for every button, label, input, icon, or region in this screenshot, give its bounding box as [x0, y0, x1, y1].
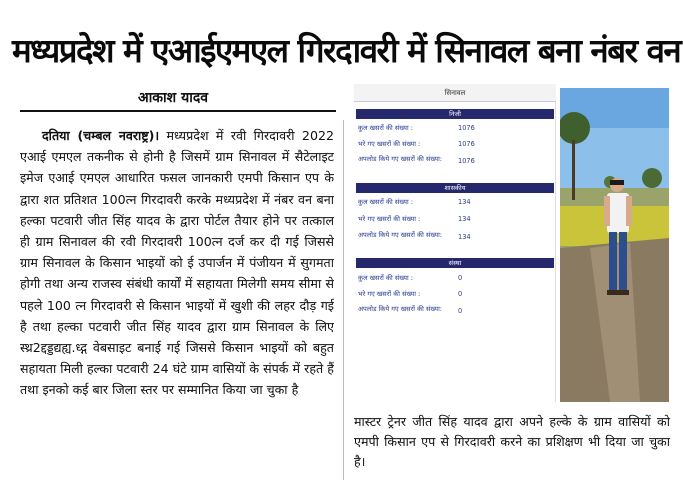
row-label: अपलोड किये गए खसरों की संख्या:: [358, 155, 443, 163]
field-photo: [560, 88, 669, 402]
data-row: [358, 195, 552, 209]
data-row: [358, 154, 552, 174]
app-screenshot: [354, 84, 556, 402]
data-row: [358, 304, 552, 324]
screenshot-header: सिनावल: [354, 84, 556, 102]
data-row: [358, 230, 552, 250]
photo-caption: मास्टर ट्रेनर जीत सिंह यादव द्वारा अपने हल्के के ग्राम वासियों को एमपी किसान एप से गिरदावरी करने का प्रशिक्षण भी दिया जा चुका है।: [354, 414, 670, 469]
data-row: [358, 137, 552, 151]
row-value: 0: [458, 307, 463, 315]
row-value: 134: [458, 233, 471, 241]
row-label: भरे गए खसरों की संख्या :: [358, 140, 421, 148]
row-value: 0: [458, 290, 463, 298]
data-row: [358, 287, 552, 301]
section-title-government: शासकीय: [356, 183, 554, 193]
section-title-private: निजी: [356, 109, 554, 119]
row-value: 134: [458, 215, 471, 223]
article-body: [20, 125, 334, 483]
row-value: 0: [458, 274, 463, 282]
field-photo-illustration: [560, 88, 669, 402]
row-value: 134: [458, 198, 471, 206]
row-label: कुल खसरों की संख्या :: [358, 124, 414, 132]
row-label: अपलोड किये गए खसरों की संख्या:: [358, 305, 443, 313]
byline: आकाश यादव: [138, 90, 209, 106]
byline-divider: [20, 110, 336, 112]
data-row: [358, 121, 552, 135]
section-title-institution: संस्था: [356, 258, 554, 268]
row-label: भरे गए खसरों की संख्या :: [358, 215, 421, 223]
top-rule: [0, 0, 683, 3]
row-label: भरे गए खसरों की संख्या :: [358, 290, 421, 298]
dateline: दतिया (चम्बल नवराष्ट्र)।: [42, 128, 160, 143]
next-article-strip: [20, 492, 670, 500]
row-value: 1076: [458, 157, 475, 165]
article-text: मध्यप्रदेश में रवी गिरदावरी 2022 एआई एमएल तकनीक से होनी है जिसमें ग्राम सिनावल में सैटेलाइट इमेज एआई एमएल आधारित फसल जानकारी एमपी किसान एप के द्वारा शत प्रतिशत 100त्न गिरदावरी करके मध्यप्रदेश में नंबर वन बना हल्का पटवारी जीत सिंह यादव के द्वारा पोर्टल तैयार होने पर तत्काल ही ग्राम सिनावल की रवी गिरदावरी 100त्न दर्ज कर दी गई जिससे ग्राम सिनावल के किसान भाइयों को ई उपार्जन में पंजीयन में सुगमता होगी तथा अन्य राजस्व संबंधी कार्यों में सहायता मिलेगी समय सीमा से पहले 100 त्न गिरदावरी से किसान भाइयों में खुशी की लहर दौड़ गई है तथा हल्का पटवारी जीत सिंह यादव द्वारा ग्राम सिनावल के लिए स्थ्र2द्दड्डद्यह्य.ध्द्ग वेबसाइट बनाई गई जिससे किसान भाइयों को बहुत सहायता मिली हल्का पटवारी 24 घंटे ग्राम वासियों के संपर्क में रहते हैं तथा इनको कई बार जिला स्तर पर सम्मानित किया जा चुका है: [20, 128, 334, 398]
row-label: कुल खसरों की संख्या :: [358, 274, 414, 282]
data-row: [358, 271, 552, 285]
row-label: कुल खसरों की संख्या :: [358, 198, 414, 206]
headline: मध्यप्रदेश में एआईएमएल गिरदावरी में सिनावल बना नंबर वन: [12, 31, 681, 70]
column-divider: [343, 120, 344, 480]
row-value: 1076: [458, 140, 475, 148]
data-row: [358, 212, 552, 226]
row-label: अपलोड किये गए खसरों की संख्या:: [358, 231, 443, 239]
photo-composite: [354, 84, 669, 402]
row-value: 1076: [458, 124, 475, 132]
